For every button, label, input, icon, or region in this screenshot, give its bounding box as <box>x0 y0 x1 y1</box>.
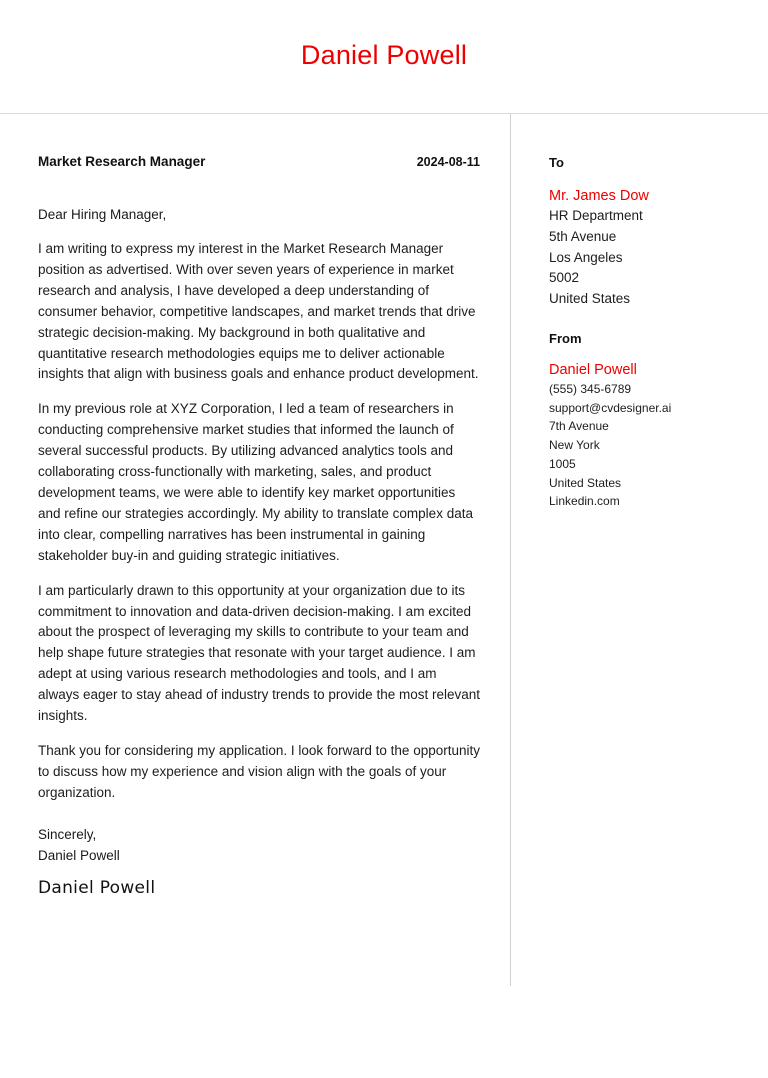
signature: Daniel Powell <box>38 877 156 898</box>
sender-city: New York <box>549 438 600 453</box>
applicant-name-title: Daniel Powell <box>300 40 468 70</box>
header <box>0 0 768 114</box>
paragraph: Thank you for considering my application. I look forward to the opportunity to discuss how my experience and vision align with the goals of your organization. <box>38 742 480 800</box>
column-divider <box>510 114 511 986</box>
closing-text: Sincerely, <box>38 826 97 842</box>
letter-body <box>38 154 480 898</box>
sender-email: support@cvdesigner.ai <box>549 400 672 415</box>
recipient-line: United States <box>549 291 631 307</box>
letter-date: 2024-08-11 <box>416 155 480 169</box>
job-title: Market Research Manager <box>38 154 206 169</box>
from-label: From <box>549 330 582 346</box>
paragraph: In my previous role at XYZ Corporation, I led a team of researchers in conducting comprehensive market studies that informed the launch of several successful products. By utilizing advanced analytics tools and collaborating cross-functionally with marketing, sales, and product development teams, we were able to identify key market opportunities and refine our strategies accordingly. My ability to translate complex data into clear, compelling narratives has been instrumental in gaining stakeholder buy-in and guiding strategic initiatives. <box>38 401 473 563</box>
greeting: Dear Hiring Manager, <box>38 207 167 222</box>
recipient-name: Mr. James Dow <box>549 188 649 204</box>
sender-name: Daniel Powell <box>549 361 637 378</box>
paragraph: I am writing to express my interest in the Market Research Manager position as advertised. With over seven years of experience in market research and analysis, I have developed a deep understanding of consumer behavior, competitive landscapes, and market trends that drive strategic decision-making. My background in both qualitative and quantitative research methodologies equips me to deliver actionable insights that align with business goals and enhance product development. <box>38 241 479 382</box>
sender-postcode: 1005 <box>549 456 576 471</box>
recipient-line: HR Department <box>549 208 643 223</box>
recipient-line: Los Angeles <box>549 249 623 265</box>
sender-country: United States <box>549 475 622 490</box>
contact-sidebar <box>549 154 759 511</box>
letter-heading-row <box>38 154 480 174</box>
sender-street: 7th Avenue <box>549 419 609 434</box>
paragraph: I am particularly drawn to this opportunity at your organization due to its commitment to innovation and data-driven decision-making. I am excited about the prospect of leveraging my skills to contribute to your team and help shape future strategies that resonate with your target audience. I am adept at using various research methodologies and tools, and I am always eager to stay ahead of industry trends to provide the most relevant insights. <box>38 582 480 724</box>
recipient-line: 5002 <box>549 270 580 286</box>
recipient-line: 5th Avenue <box>549 228 617 244</box>
sender-phone: (555) 345-6789 <box>549 381 632 396</box>
to-label: To <box>549 155 564 170</box>
closing-block <box>38 824 480 866</box>
closing-name: Daniel Powell <box>38 847 120 863</box>
sender-linkedin: Linkedin.com <box>549 494 620 509</box>
